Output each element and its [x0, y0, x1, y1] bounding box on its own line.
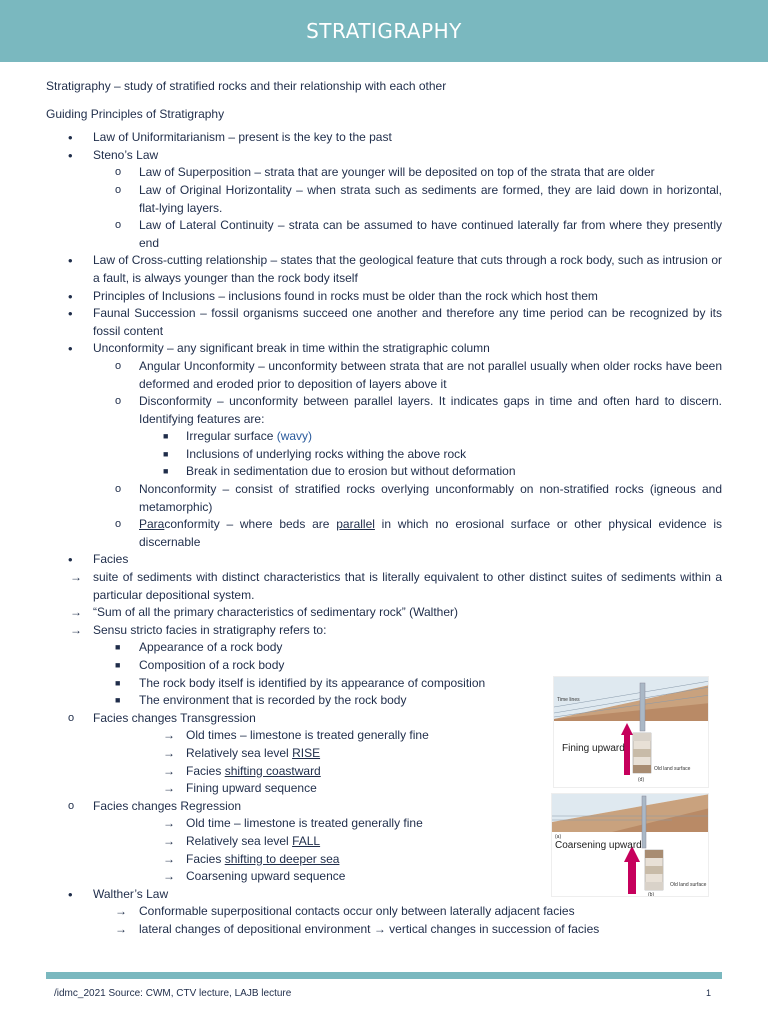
page-header: [0, 0, 768, 62]
page-title: STRATIGRAPHY: [306, 19, 462, 43]
arrow-right-icon: →: [115, 921, 127, 936]
fig2-surface-label: Old land surface: [670, 882, 707, 888]
list-item: o Law of Original Horizontality – when strata such as sediments are formed, they are laid down in horizontal, flat-lying layers.: [115, 182, 722, 215]
arrow-right-icon: →: [163, 833, 175, 848]
list-item: → suite of sediments with distinct characteristics that is literally equivalent to other distinct suites of sediments within a particular depositional system.: [70, 570, 722, 602]
footer-source: /idmc_2021 Source: CWM, CTV lecture, LAJB lecture: [54, 988, 292, 999]
arrow-right-icon: →: [163, 728, 175, 743]
list-item: → Facies shifting to deeper sea: [46, 851, 722, 869]
list-item: ■ The rock body itself is identified by its appearance of composition: [46, 675, 722, 693]
list-item: o Facies changes Regression: [46, 798, 722, 816]
square-bullet-icon: ■: [163, 431, 169, 442]
arrow-right-icon: →: [163, 763, 175, 778]
footer-divider: [46, 972, 722, 979]
list-item: → Sensu stricto facies in stratigraphy refers to:: [46, 622, 722, 640]
list-item: o Nonconformity – consist of stratified rocks overlying unconformably on non-stratified rocks (igneous and metamorphic): [115, 482, 722, 514]
list-item: → Coarsening upward sequence: [46, 868, 722, 886]
circle-bullet-icon: o: [115, 183, 122, 196]
fig2-panel-b-label: (b): [648, 892, 655, 897]
arrow-right-icon: →: [70, 605, 82, 620]
arrow-right-icon: →: [115, 904, 127, 919]
list-item: o Law of Lateral Continuity – strata can be assumed to have continued laterally far from where they presently end: [115, 218, 722, 250]
bullet-icon: •: [68, 552, 73, 568]
list-item: • Principles of Inclusions – inclusions found in rocks must be older than the rock which host them: [68, 288, 598, 304]
list-item: ■ Irregular surface (wavy): [46, 428, 722, 446]
list-item: → “Sum of all the primary characteristics of sedimentary rock” (Walther): [46, 604, 722, 622]
list-item: o Paraconformity – where beds are parallel in which no erosional surface or other physical evidence is discernable: [115, 517, 722, 549]
square-bullet-icon: ■: [115, 642, 121, 653]
square-bullet-icon: ■: [163, 466, 169, 477]
circle-bullet-icon: o: [115, 359, 122, 372]
arrow-right-icon: →: [163, 745, 175, 760]
bullet-icon: •: [68, 288, 73, 304]
fig2-panel-a-label: (a): [555, 834, 562, 840]
list-item: o Law of Superposition – strata that are younger will be deposited on top of the strata that are older: [46, 164, 722, 182]
list-item: • Facies: [68, 552, 129, 568]
list-item: → Facies shifting coastward: [46, 763, 722, 781]
square-bullet-icon: ■: [163, 448, 169, 459]
guiding-heading: Guiding Principles of Stratigraphy: [46, 106, 225, 121]
square-bullet-icon: ■: [115, 677, 121, 688]
arrow-right-icon: →: [70, 570, 82, 585]
list-item: ■ Composition of a rock body: [46, 657, 722, 675]
list-item: • Law of Cross-cutting relationship – states that the geological feature that cuts through a rock body, such as intrusion or a fault, is always younger than the rock body itself: [68, 253, 722, 285]
list-item: • Walther’s Law: [68, 886, 169, 902]
definition: Stratigraphy – study of stratified rocks and their relationship with each other: [46, 79, 447, 93]
bullet-icon: •: [68, 253, 73, 269]
bullet-icon: •: [68, 306, 73, 322]
list-item: • Steno’s Law: [68, 147, 159, 163]
circle-bullet-icon: o: [115, 518, 122, 531]
bullet-icon: •: [68, 886, 73, 902]
circle-bullet-icon: o: [68, 799, 75, 812]
coarsening-upward-figure: [551, 793, 709, 897]
bullet-icon: •: [68, 147, 73, 163]
fig1-time-label: Time lines: [557, 697, 580, 703]
list-item: ■ The environment that is recorded by the rock body: [46, 692, 722, 710]
list-item: → Relatively sea level RISE: [46, 745, 722, 763]
list-item: o Angular Unconformity – unconformity between strata that are not parallel usually when older rocks have been deformed and eroded prior to deposition of layers above it: [115, 358, 722, 391]
list-item: → Conformable superpositional contacts occur only between laterally adjacent facies: [46, 903, 722, 921]
circle-bullet-icon: o: [115, 166, 122, 179]
fig2-caption: Coarsening upward: [555, 840, 642, 851]
fig1-surface-label: Old land surface: [654, 766, 691, 772]
arrow-right-icon: →: [163, 781, 175, 796]
list-item: ■ Appearance of a rock body: [46, 639, 722, 657]
arrow-right-icon: →: [163, 869, 175, 884]
list-item: • Law of Uniformitarianism – present is the key to the past: [68, 130, 392, 146]
fining-upward-figure: [553, 676, 709, 788]
bullet-icon: •: [68, 341, 73, 357]
list-item: o Disconformity – unconformity between parallel layers. It indicates gaps in time and often hard to discern. Identifying features are:: [115, 394, 722, 426]
square-bullet-icon: ■: [115, 660, 121, 670]
square-bullet-icon: ■: [115, 695, 121, 706]
fig1-panel-label: (d): [638, 777, 645, 783]
arrow-right-icon: →: [163, 816, 175, 831]
list-item: ■ Break in sedimentation due to erosion but without deformation: [46, 463, 722, 481]
list-item: → Old time – limestone is treated generally fine: [46, 815, 722, 833]
circle-bullet-icon: o: [115, 219, 122, 232]
bullet-icon: •: [68, 130, 73, 146]
list-item: o Facies changes Transgression: [46, 710, 722, 728]
arrow-right-icon: →: [163, 851, 175, 866]
list-item: → lateral changes of depositional environment → vertical changes in succession of facies: [46, 921, 722, 939]
fig1-caption: Fining upward: [562, 743, 625, 754]
circle-bullet-icon: o: [115, 483, 122, 496]
page-number: 1: [706, 988, 712, 998]
arrow-right-icon: →: [70, 622, 82, 637]
list-item: • Unconformity – any significant break in time within the stratigraphic column: [68, 341, 490, 357]
list-item: → Fining upward sequence: [46, 780, 722, 798]
list-item: ■ Inclusions of underlying rocks withing the above rock: [46, 446, 722, 464]
circle-bullet-icon: o: [68, 711, 75, 724]
list-item: → Old times – limestone is treated generally fine: [46, 727, 722, 745]
list-item: → Relatively sea level FALL: [46, 833, 722, 851]
list-item: • Faunal Succession – fossil organisms succeed one another and therefore any time period can be recognized by its fossil content: [68, 306, 722, 338]
circle-bullet-icon: o: [115, 395, 122, 408]
